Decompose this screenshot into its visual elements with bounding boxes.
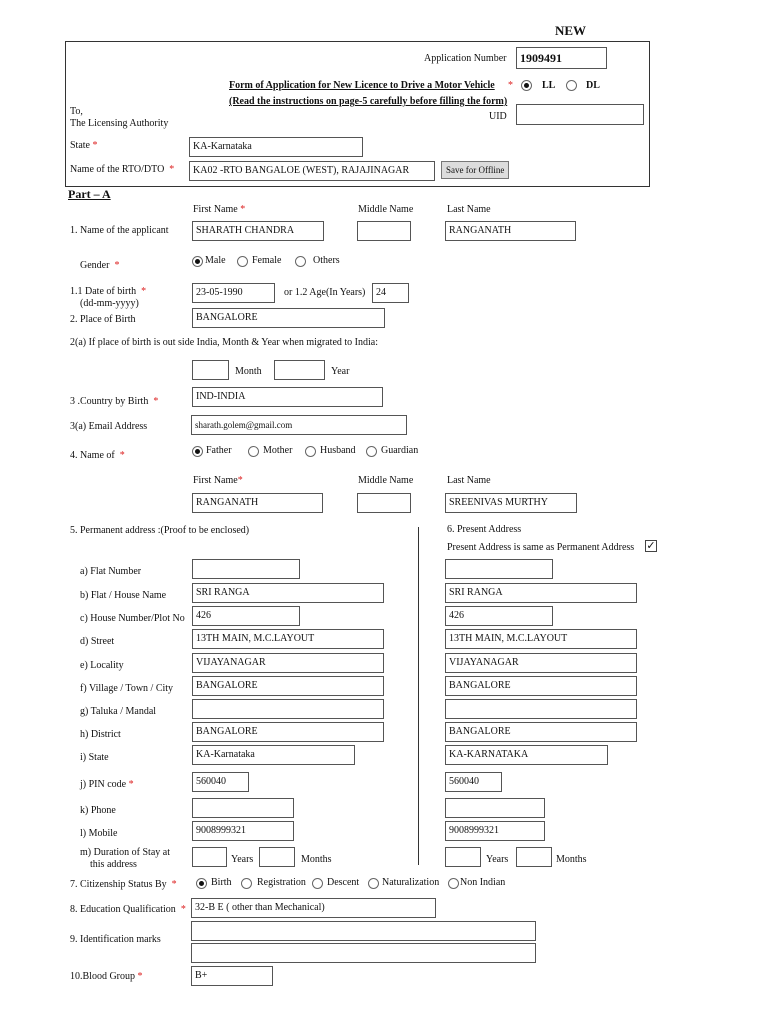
save-offline-button[interactable]: Save for Offline xyxy=(441,161,509,179)
citizenship-naturalization-label: Naturalization xyxy=(382,877,440,888)
education-select[interactable]: 32-B E ( other than Mechanical) xyxy=(191,898,436,918)
rel-first-name-label: First Name* xyxy=(193,475,243,486)
rel-last-name-label: Last Name xyxy=(447,475,491,486)
state-select[interactable]: KA-Karnataka xyxy=(189,137,363,157)
application-number-field[interactable]: 1909491 xyxy=(516,47,607,69)
relation-husband-label: Husband xyxy=(320,445,356,456)
present-address-input[interactable]: BANGALORE xyxy=(445,676,637,696)
country-select[interactable]: IND-INDIA xyxy=(192,387,383,407)
perm-duration-months-input[interactable] xyxy=(259,847,295,867)
permanent-address-input[interactable]: KA-Karnataka xyxy=(192,745,355,765)
present-address-input[interactable]: KA-KARNATAKA xyxy=(445,745,608,765)
pres-duration-years-input[interactable] xyxy=(445,847,481,867)
present-address-input[interactable] xyxy=(445,699,637,719)
rto-label: Name of the RTO/DTO * xyxy=(70,164,175,175)
first-name-label: First Name * xyxy=(193,204,246,215)
citizenship-descent-radio[interactable] xyxy=(312,878,323,889)
address-row-label: l) Mobile xyxy=(80,828,118,839)
rel-last-name-input[interactable]: SREENIVAS MURTHY xyxy=(445,493,577,513)
permanent-address-label: 5. Permanent address :(Proof to be enclosed) xyxy=(70,525,250,536)
present-address-label: 6. Present Address xyxy=(447,524,522,535)
present-address-input[interactable] xyxy=(445,559,553,579)
perm-duration-years-input[interactable] xyxy=(192,847,227,867)
duration-label: m) Duration of Stay at xyxy=(80,847,170,858)
form-title: Form of Application for New Licence to Drive a Motor Vehicle xyxy=(229,80,495,91)
identification-input-2[interactable] xyxy=(191,943,536,963)
to-label: To, xyxy=(70,106,83,117)
citizenship-label: 7. Citizenship Status By * xyxy=(70,879,177,890)
state-label: State * xyxy=(70,140,98,151)
address-row-label: a) Flat Number xyxy=(80,566,142,577)
pres-years-label: Years xyxy=(486,854,509,865)
relation-guardian-radio[interactable] xyxy=(366,446,377,457)
perm-months-label: Months xyxy=(301,854,332,865)
uid-input[interactable] xyxy=(516,104,644,125)
uid-label: UID xyxy=(489,111,507,122)
email-input[interactable]: sharath.golem@gmail.com xyxy=(191,415,407,435)
citizenship-birth-label: Birth xyxy=(211,877,232,888)
gender-others-radio[interactable] xyxy=(295,256,306,267)
address-row-label: d) Street xyxy=(80,636,115,647)
gender-others-label: Others xyxy=(313,255,340,266)
citizenship-birth-radio[interactable] xyxy=(196,878,207,889)
address-row-label: i) State xyxy=(80,752,109,763)
permanent-address-input[interactable]: 560040 xyxy=(192,772,249,792)
address-divider xyxy=(418,527,419,865)
name-of-label: 4. Name of * xyxy=(70,450,125,461)
rel-middle-name-label: Middle Name xyxy=(358,475,414,486)
same-as-label: Present Address is same as Permanent Address xyxy=(447,542,635,553)
same-as-checkbox[interactable]: ✓ xyxy=(646,540,656,552)
address-row-label: e) Locality xyxy=(80,660,124,671)
duration-label-2: this address xyxy=(90,859,137,870)
present-address-input[interactable]: 426 xyxy=(445,606,553,626)
address-row-label: j) PIN code * xyxy=(80,779,134,790)
dob-label: 1.1 Date of birth * xyxy=(70,286,147,297)
perm-years-label: Years xyxy=(231,854,254,865)
rel-first-name-input[interactable]: RANGANATH xyxy=(192,493,323,513)
permanent-address-input[interactable]: 13TH MAIN, M.C.LAYOUT xyxy=(192,629,384,649)
radio-dl-label: DL xyxy=(586,80,600,91)
present-address-input[interactable]: 9008999321 xyxy=(445,821,545,841)
permanent-address-input[interactable] xyxy=(192,559,300,579)
citizenship-nonindian-label: Non Indian xyxy=(460,877,506,888)
new-label: NEW xyxy=(555,23,587,38)
education-label: 8. Education Qualification * xyxy=(70,904,186,915)
application-number-label: Application Number xyxy=(424,53,507,64)
outside-india-label: 2(a) If place of birth is out side India, Month & Year when migrated to India: xyxy=(70,337,378,348)
present-address-input[interactable]: VIJAYANAGAR xyxy=(445,653,637,673)
citizenship-registration-radio[interactable] xyxy=(241,878,252,889)
age-label: or 1.2 Age(In Years) xyxy=(284,287,366,298)
form-subtitle: (Read the instructions on page-5 carefully before filling the form) xyxy=(229,96,508,107)
permanent-address-input[interactable] xyxy=(192,699,384,719)
place-birth-label: 2. Place of Birth xyxy=(70,314,136,325)
month-label: Month xyxy=(235,366,262,377)
rel-middle-name-input[interactable] xyxy=(357,493,411,513)
permanent-address-input[interactable]: VIJAYANAGAR xyxy=(192,653,384,673)
permanent-address-input[interactable]: 426 xyxy=(192,606,300,626)
middle-name-label: Middle Name xyxy=(358,204,414,215)
gender-male-radio[interactable] xyxy=(192,256,203,267)
dob-input[interactable]: 23-05-1990 xyxy=(192,283,275,303)
email-label: 3(a) Email Address xyxy=(70,421,148,432)
gender-female-label: Female xyxy=(252,255,282,266)
last-name-label: Last Name xyxy=(447,204,491,215)
gender-female-radio[interactable] xyxy=(237,256,248,267)
rto-select[interactable]: KA02 -RTO BANGALOE (WEST), RAJAJINAGAR xyxy=(189,161,435,181)
address-row-label: f) Village / Town / City xyxy=(80,683,174,694)
address-row-label: h) District xyxy=(80,729,121,740)
middle-name-input[interactable] xyxy=(357,221,411,241)
citizenship-nonindian-radio[interactable] xyxy=(448,878,459,889)
migration-month-input[interactable] xyxy=(192,360,229,380)
relation-father-label: Father xyxy=(206,445,232,456)
citizenship-descent-label: Descent xyxy=(327,877,360,888)
permanent-address-input[interactable]: 9008999321 xyxy=(192,821,294,841)
identification-input-1[interactable] xyxy=(191,921,536,941)
relation-mother-label: Mother xyxy=(263,445,293,456)
blood-group-select[interactable]: B+ xyxy=(191,966,273,986)
gender-label: Gender * xyxy=(80,260,120,271)
dob-format-label: (dd-mm-yyyy) xyxy=(80,298,139,309)
citizenship-registration-label: Registration xyxy=(257,877,306,888)
radio-ll-label: LL xyxy=(542,80,556,91)
present-address-input[interactable]: SRI RANGA xyxy=(445,583,637,603)
citizenship-naturalization-radio[interactable] xyxy=(368,878,379,889)
age-input[interactable]: 24 xyxy=(372,283,409,303)
blood-group-label: 10.Blood Group * xyxy=(70,971,143,982)
part-a-title: Part – A xyxy=(68,187,111,201)
migration-year-input[interactable] xyxy=(274,360,325,380)
pres-duration-months-input[interactable] xyxy=(516,847,552,867)
country-label: 3 .Country by Birth * xyxy=(70,396,159,407)
permanent-address-input[interactable]: SRI RANGA xyxy=(192,583,384,603)
place-birth-input[interactable]: BANGALORE xyxy=(192,308,385,328)
present-address-input[interactable] xyxy=(445,798,545,818)
permanent-address-input[interactable]: BANGALORE xyxy=(192,676,384,696)
authority-label: The Licensing Authority xyxy=(70,118,169,129)
identification-label: 9. Identification marks xyxy=(70,934,161,945)
address-row-label: b) Flat / House Name xyxy=(80,590,167,601)
present-address-input[interactable]: BANGALORE xyxy=(445,722,637,742)
radio-dl[interactable] xyxy=(566,80,577,91)
year-label: Year xyxy=(331,366,350,377)
address-row-label: g) Taluka / Mandal xyxy=(80,706,157,717)
first-name-input[interactable]: SHARATH CHANDRA xyxy=(192,221,324,241)
permanent-address-input[interactable]: BANGALORE xyxy=(192,722,384,742)
applicant-name-label: 1. Name of the applicant xyxy=(70,225,169,236)
present-address-input[interactable]: 560040 xyxy=(445,772,502,792)
permanent-address-input[interactable] xyxy=(192,798,294,818)
address-row-label: c) House Number/Plot No xyxy=(80,613,185,624)
relation-husband-radio[interactable] xyxy=(305,446,316,457)
license-type-required: * xyxy=(508,80,513,91)
relation-guardian-label: Guardian xyxy=(381,445,419,456)
last-name-input[interactable]: RANGANATH xyxy=(445,221,576,241)
radio-ll[interactable] xyxy=(521,80,532,91)
relation-father-radio[interactable] xyxy=(192,446,203,457)
relation-mother-radio[interactable] xyxy=(248,446,259,457)
present-address-input[interactable]: 13TH MAIN, M.C.LAYOUT xyxy=(445,629,637,649)
address-row-label: k) Phone xyxy=(80,805,116,816)
gender-male-label: Male xyxy=(205,255,226,266)
pres-months-label: Months xyxy=(556,854,587,865)
